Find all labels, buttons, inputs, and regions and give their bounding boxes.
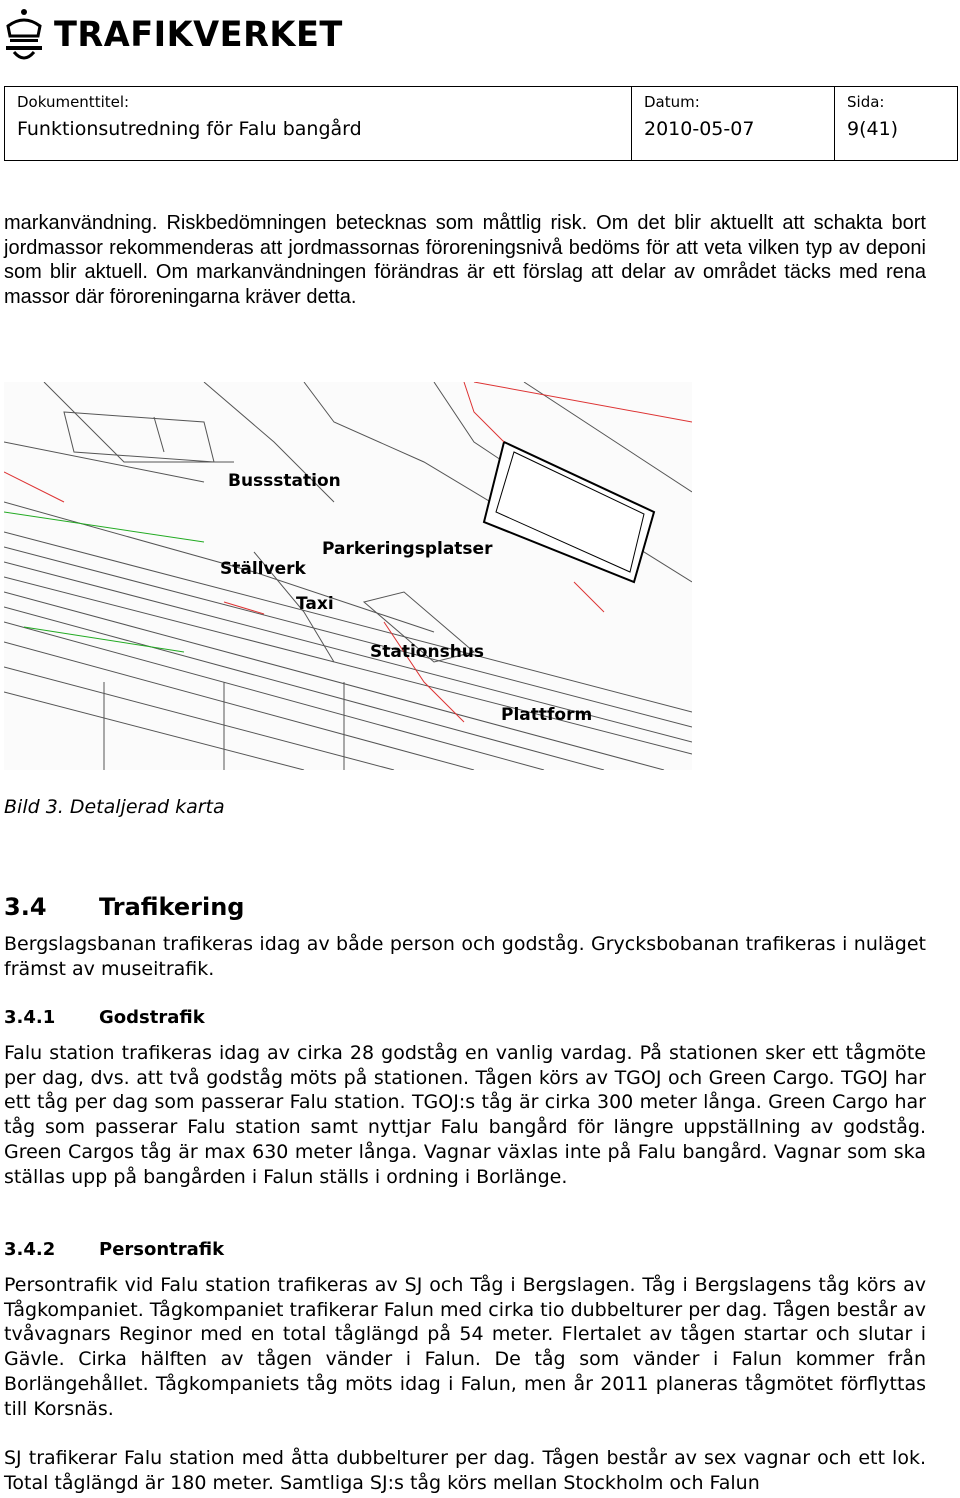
map-drawing (4, 382, 692, 770)
crown-emblem-icon (2, 6, 46, 64)
date-value: 2010-05-07 (644, 118, 755, 140)
map-label-platform: Plattform (501, 705, 593, 725)
map-label-parking: Parkeringsplatser (322, 539, 493, 559)
trafikverket-logo (2, 4, 355, 66)
section-3-4-1-heading (4, 1007, 205, 1028)
document-header-table (4, 86, 958, 161)
figure-caption: Bild 3. Detaljerad karta (4, 796, 225, 818)
section-title: Trafikering (99, 893, 245, 921)
section-number: 3.4.2 (4, 1239, 56, 1260)
section-3-4-heading (4, 893, 244, 921)
detail-map (4, 382, 692, 770)
section-3-4-text: Bergslagsbanan trafikeras idag av både person och godståg. Grycksbobanan trafikeras i nuläget främst av museitrafik. (4, 933, 926, 980)
page-label: Sida: (847, 93, 885, 111)
map-label-bus: Bussstation (228, 471, 341, 491)
page-value: 9(41) (847, 118, 899, 140)
date-label: Datum: (644, 93, 700, 111)
section-title: Persontrafik (99, 1239, 225, 1260)
section-3-4-2-text: Persontrafik vid Falu station trafikeras av SJ och Tåg i Bergslagen. Tåg i Bergslagens tåg körs av Tågkompaniet. Tågkompaniet trafikerar Falun med cirka tio dubbelturer per dag. Tågen består av tvåvagnars Reginor med en total tåglängd på 54 meter. Flertalet av tågen startar och slutar i Gävle. Cirka hälften av tågen vänder i Falun. De tåg som vänder i Falun kommer från Borlängehållet. Tågkompaniets tåg möts idag i Falun, men år 2011 planeras tågmötet förflyttas till Korsnäs. (4, 1274, 926, 1420)
intro-paragraph: markanvändning. Riskbedömningen betecknas som måttlig risk. Om det blir aktuellt att schakta bort jordmassor rekommenderas att jordmassornas föroreningsnivå bedöms för att veta vilken typ av deponi som blir aktuell. Om markanvändningen förändras är ett förslag att delar av området täcks med rena massor där föroreningarna kräver detta. (4, 212, 926, 308)
doc-title-cell (5, 87, 632, 161)
map-label-signal-box: Ställverk (220, 559, 306, 579)
page-cell (835, 87, 958, 161)
date-cell (632, 87, 835, 161)
section-3-4-2-heading (4, 1239, 224, 1260)
map-label-taxi: Taxi (296, 594, 334, 614)
section-title: Godstrafik (99, 1007, 205, 1028)
section-number: 3.4.1 (4, 1007, 56, 1028)
section-number: 3.4 (4, 893, 47, 921)
section-3-4-2-text-2: SJ trafikerar Falu station med åtta dubbelturer per dag. Tågen består av sex vagnar och ett lok. Total tåglängd är 180 meter. Samtliga SJ:s tåg körs mellan Stockholm och Falun (4, 1447, 926, 1494)
map-label-station: Stationshus (370, 642, 485, 662)
doc-title-label: Dokumenttitel: (17, 93, 130, 111)
logo-wordmark: TRAFIKVERKET (54, 15, 343, 55)
section-3-4-1-text: Falu station trafikeras idag av cirka 28 godståg en vanlig vardag. På stationen sker ett tågmöte per dag, dvs. att två godståg möts på stationen. Tågen körs av TGOJ och Green Cargo. TGOJ har ett tåg per dag som passerar Falu station. TGOJ:s tåg är cirka 300 meter långa. Green Cargo har tåg som passerar Falu station samt nyttjar Falu bangård för längre uppställning av godståg. Green Cargos tåg är max 630 meter långa. Vagnar växlas inte på Falu bangård. Vagnar som ska ställas upp på bangården i Falun ställs i ordning i Borlänge. (4, 1042, 926, 1188)
doc-title-value: Funktionsutredning för Falu bangård (17, 118, 362, 140)
